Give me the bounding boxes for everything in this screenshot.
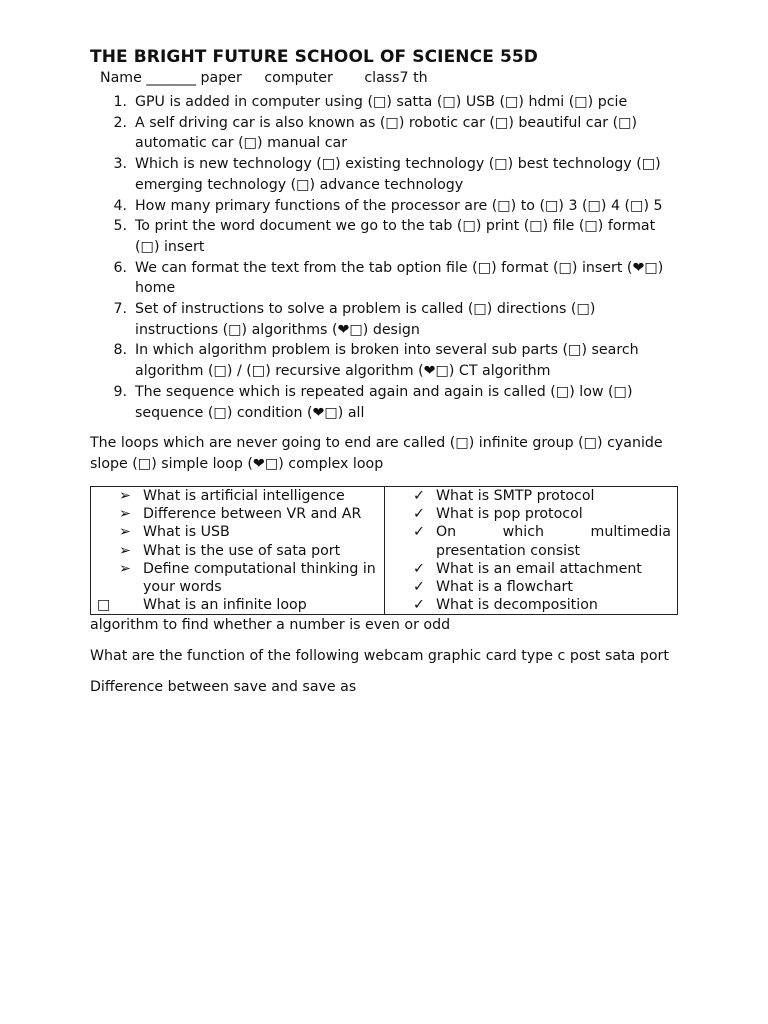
question-number: 4. [113, 197, 127, 214]
loops-question: The loops which are never going to end are called (□) infinite group (□) cyanide slope (□) simple loop (❤□) complex loop [90, 435, 663, 473]
check-bullet-icon: ✓ [413, 488, 425, 505]
list-item [91, 523, 384, 541]
check-bullet-icon: ✓ [413, 560, 425, 577]
list-item-text: What is the use of sata port [143, 542, 341, 559]
list-item [385, 487, 677, 505]
list-item [385, 560, 677, 578]
question-item [90, 258, 678, 299]
short-questions-table [90, 486, 678, 615]
arrow-bullet-icon: ➢ [119, 524, 131, 541]
list-item [385, 523, 677, 559]
list-item-text: Difference between VR and AR [143, 506, 362, 523]
list-item [91, 542, 384, 560]
question-item [90, 299, 678, 340]
question-item [90, 113, 678, 154]
arrow-bullet-icon: ➢ [119, 542, 131, 559]
check-bullet-icon: ✓ [413, 578, 425, 595]
question-number: 5. [113, 218, 127, 235]
list-item-text: On which multimedia [436, 524, 671, 541]
list-item [91, 560, 384, 596]
question-text: The sequence which is repeated again and again is called (□) low (□) sequence (□) condition (❤□) all [135, 383, 633, 421]
question-text: We can format the text from the tab option file (□) format (□) insert (❤□) home [135, 259, 664, 297]
question-text: A self driving car is also known as (□) robotic car (□) beautiful car (□) automatic car (□) manual car [135, 114, 638, 152]
list-item-text: What is artificial intelligence [143, 488, 345, 505]
question-number: 7. [113, 301, 127, 318]
question-number: 9. [113, 383, 127, 400]
list-item-text: Define computational thinking in your words [143, 560, 376, 595]
list-item-text: What is a flowchart [436, 578, 573, 595]
list-item-text-continued: presentation consist [436, 542, 581, 559]
list-item [91, 487, 384, 505]
list-item [385, 578, 677, 596]
check-bullet-icon: ✓ [413, 506, 425, 523]
check-bullet-icon: ✓ [413, 596, 425, 613]
question-item [90, 340, 678, 381]
question-number: 2. [113, 114, 127, 131]
list-item-text: What is an infinite loop [143, 596, 307, 613]
question-item [90, 382, 678, 423]
list-item-text: What is SMTP protocol [436, 488, 595, 505]
question-item [90, 196, 678, 217]
arrow-bullet-icon: ➢ [119, 488, 131, 505]
question-number: 8. [113, 342, 127, 359]
question-text: To print the word document we go to the tab (□) print (□) file (□) format (□) insert [135, 218, 656, 255]
worksheet-page [90, 46, 678, 698]
even-odd-question: algorithm to find whether a number is even or odd [90, 616, 451, 633]
list-item-text: What is pop protocol [436, 506, 583, 523]
question-text: How many primary functions of the processor are (□) to (□) 3 (□) 4 (□) 5 [135, 197, 663, 214]
arrow-bullet-icon: ➢ [119, 506, 131, 523]
question-item [90, 216, 678, 257]
right-column [385, 487, 678, 615]
left-column [91, 487, 385, 615]
box-bullet-icon: □ [97, 596, 111, 613]
list-item [91, 596, 384, 614]
question-number: 1. [113, 94, 127, 110]
list-item-text: What is an email attachment [436, 560, 642, 577]
save-question: Difference between save and save as [90, 678, 357, 695]
question-number: 3. [113, 156, 127, 173]
list-item-text: What is USB [143, 524, 230, 541]
hardware-function-question: What are the function of the following webcam graphic card type c post sata port [90, 647, 669, 664]
list-item-text: What is decomposition [436, 596, 598, 613]
question-text: In which algorithm problem is broken into several sub parts (□) search algorithm (□) / (□) recursive algorithm (❤□) CT algorithm [135, 342, 639, 380]
question-text: GPU is added in computer using (□) satta (□) USB (□) hdmi (□) pcie [135, 94, 628, 110]
list-item [385, 596, 677, 614]
question-text: Which is new technology (□) existing technology (□) best technology (□) emerging technology (□) advance technology [135, 156, 661, 193]
question-item [90, 154, 678, 195]
school-title: THE BRIGHT FUTURE SCHOOL OF SCIENCE 55D [90, 47, 539, 67]
list-item [91, 505, 384, 523]
question-number: 6. [113, 259, 127, 276]
check-bullet-icon: ✓ [413, 524, 425, 541]
question-text: Set of instructions to solve a problem is called (□) directions (□) instructions (□) algorithms (❤□) design [135, 301, 596, 338]
question-item [90, 92, 678, 113]
list-item [385, 505, 677, 523]
name-line: Name _______ paper computer class7 th [100, 70, 428, 86]
arrow-bullet-icon: ➢ [119, 560, 131, 577]
mcq-list [90, 92, 678, 423]
